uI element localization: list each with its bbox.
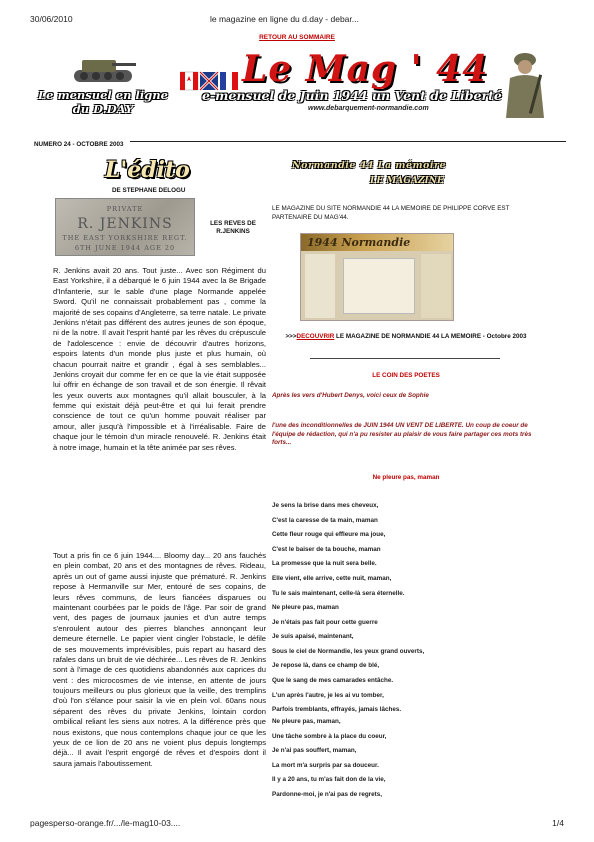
discover-line	[272, 333, 540, 342]
mag-title: Le Mag ' 44	[242, 48, 489, 90]
poem-line: Ne pleure pas, maman	[272, 604, 339, 611]
poem-line: Je repose là, dans ce champ de blé,	[272, 662, 380, 670]
poem-stanza-1	[272, 502, 540, 604]
poem-line: Une tâche sombre à la place du coeur,	[272, 732, 387, 740]
issue-number: NUMERO 24 - OCTOBRE 2003	[34, 141, 124, 148]
poem-line: Parfois tremblants, effrayés, jamais lâches.	[272, 706, 402, 714]
poem-line: Tu le sais maintenant, celle-là sera éternelle.	[272, 589, 405, 597]
logo-line-2: du D.DAY	[72, 102, 134, 116]
stone-line-2: R. JENKINS	[77, 216, 173, 232]
soldier-icon	[500, 48, 550, 118]
poem-line: Sous le ciel de Normandie, les yeux grand ouverts,	[272, 647, 425, 655]
poem-stanza-3	[272, 718, 540, 806]
section-rule	[310, 358, 500, 359]
photo-caption: LES REVES DE R.JENKINS	[210, 220, 256, 236]
poets-intro: l'une des inconditionnelles de JUIN 1944 UN VENT DE LIBERTE. Un coup de coeur de l'équipe de rédaction, qui n'a pu resister au plaisir de vous faire partager ces mots très forts...	[272, 422, 532, 446]
poem-line: Je n'ai pas souffert, maman,	[272, 747, 357, 755]
mag-subtitle: e-mensuel de Juin 1944 un Vent de Liberté	[202, 88, 502, 103]
poem-line: Que le sang de mes camarades entâche.	[272, 676, 394, 684]
poem-line: Je n'étais pas fait pour cette guerre	[272, 618, 378, 626]
poem-line: Elle vient, elle arrive, cette nuit, maman,	[272, 574, 392, 582]
poem-line: La mort m'a surpris par sa douceur.	[272, 761, 379, 769]
poem-stanza-2	[272, 604, 540, 721]
edito-title: L'édito	[105, 157, 190, 183]
edito-author: DE STEPHANE DELOGU	[112, 187, 186, 194]
poem-title: Ne pleure pas, maman	[372, 474, 440, 481]
thumb-sidebar	[305, 254, 335, 318]
tank-icon	[68, 52, 138, 88]
thumb-right-panel	[421, 254, 451, 318]
magazine-thumbnail[interactable]	[300, 233, 454, 321]
normandie-subtitle: LE MAGAZINE	[370, 176, 444, 186]
discover-link[interactable]: DECOUVRIR	[296, 333, 335, 340]
discover-rest: LE MAGAZINE DE NORMANDIE 44 LA MEMOIRE - Octobre 2003	[334, 333, 527, 340]
poets-after: Après les vers d'Hubert Denys, voici ceux de Sophie	[272, 392, 429, 399]
edito-paragraph-2: Tout a pris fin ce 6 juin 1944.... Bloomy day... 20 ans fauchés en plein combat, 20 ans et des montagnes de rêves. Rideau, après un out of game aussi injuste que prématuré. R. Jenkins repose à Hermanville sur Mer, entouré de ses copains, de leurs rêves communs, de leurs fiancées disparues ou maintenant courbées par le poids de l'âge. Par soir de grand vent, des pages de journaux jaunies et d'un autre temps s'enroulent autour des pierres blanches annonçant leur demeure éternelle. Le papier vient cingler l'obstacle, le défile de ses mouvements imprévisibles, puis repart au hasard des rafales dans un bruit de vie déchirée... Les rêves de R. Jenkins sont à l'image de ces quotidiens abandonnés aux caprices du vent : des microcosmes de vie intense, en attente de jours toujours meilleurs ou plus glorieux que la veille, des tremplins d'où l'on s'élance pour saisir la vie en plein vol. 60ans nous séparent des rêves du private Jenkins, lointain cordon ombilical reliant les siens aux notres. A la différence près que nous existons, que nous contemplons chaque jour ce que les yeux de ce lion de 20 ans ne voient plus depuis longtemps déjà... Il avait l'esprit engorgé de rêves et d'espoirs dont il saura jamais l'aboutissement.	[53, 551, 266, 768]
site-logo	[38, 52, 168, 122]
poem-line: Ne pleure pas, maman,	[272, 718, 341, 725]
poem-line: C'est le baiser de ta bouche, maman	[272, 545, 381, 553]
edito-paragraph-1: R. Jenkins avait 20 ans. Tout juste... Avec son Régiment du East Yorkshire, il a débarqué le 6 juin 1944 avec la 8e Brigade d'Infanterie, sur le sable d'une plage Normande appelée Sword. Qu'il ne connaissait probablement pas , comme la majorité de ses copains d'Angleterre, sa terre natale. Le private Jenkins n'était pas différent des autres jeunes de son époque, ni de la notre. Il avait l'esprit hanté par les rêves du crépuscule de l'adolescence : envie de découvrir d'autres horizons, espoirs latents d'un monde plus juste et plus humain, où chacun pourrait naitre et grandir , égal à ses semblables... Jenkins croyait dur comme fer en ce que la vie était supposée lui offrir en échange de son travail et de son énergie. Il rêvait les yeux ouverts aux montagnes qu'il allait bousculer, à la femme qui existait déjà peut-être et qui lui ferait prendre conscience de tout ce qu'un homme pouvait réaliser par amour, aller jusqu'à l'impossible et à l'irréalisable. Faire de chaque jour le témoin d'un miracle renouvelé. R. Jenkins était à notre image, humain et la tête animée par ses rêves.	[53, 266, 266, 452]
masthead	[180, 48, 560, 128]
stone-line-4: 6TH JUNE 1944 AGE 20	[74, 244, 176, 252]
poem-line: Il y a 20 ans, tu m'as fait don de la vie,	[272, 776, 386, 784]
logo-line-1: Le mensuel en ligne	[38, 88, 168, 102]
print-header	[30, 14, 564, 26]
thumb-document	[343, 258, 415, 314]
stone-line-1: PRIVATE	[106, 205, 144, 213]
mag-url: www.debarquement-normandie.com	[308, 105, 429, 112]
page-number: 1/4	[552, 818, 564, 828]
poem-line: Je suis apaisé, maintenant,	[272, 633, 354, 641]
grave-photo	[55, 198, 195, 256]
partner-text: LE MAGAZINE DU SITE NORMANDIE 44 LA MEMOIRE DE PHILIPPE CORVE EST PARTENAIRE DU MAG'44.	[272, 205, 510, 221]
header-rule	[130, 141, 566, 142]
poets-heading: LE COIN DES POETES	[372, 372, 440, 379]
poem-line: Cette fleur rouge qui effleure ma joue,	[272, 531, 386, 539]
print-date: 30/06/2010	[30, 14, 73, 24]
discover-prefix: >>>	[285, 333, 297, 340]
poem-line: C'est la caresse de ta main, maman	[272, 516, 378, 524]
footer-url: pagesperso-orange.fr/.../le-mag10-03....	[30, 818, 181, 828]
stone-line-3: THE EAST YORKSHIRE REGT.	[62, 234, 188, 242]
back-to-summary-link[interactable]: RETOUR AU SOMMAIRE	[259, 34, 335, 41]
print-title: le magazine en ligne du d.day - debar...	[210, 14, 359, 24]
poem-line: L'un après l'autre, je les ai vu tomber,	[272, 691, 384, 699]
normandie-title: Normandie 44 La mémoire	[292, 160, 447, 171]
poem-line: La promesse que la nuit sera belle.	[272, 560, 377, 568]
poem-line: Pardonne-moi, je n'ai pas de regrets,	[272, 790, 382, 798]
poem-line: Je sens la brise dans mes cheveux,	[272, 502, 379, 509]
thumb-title: 1944 Normandie	[307, 236, 411, 249]
